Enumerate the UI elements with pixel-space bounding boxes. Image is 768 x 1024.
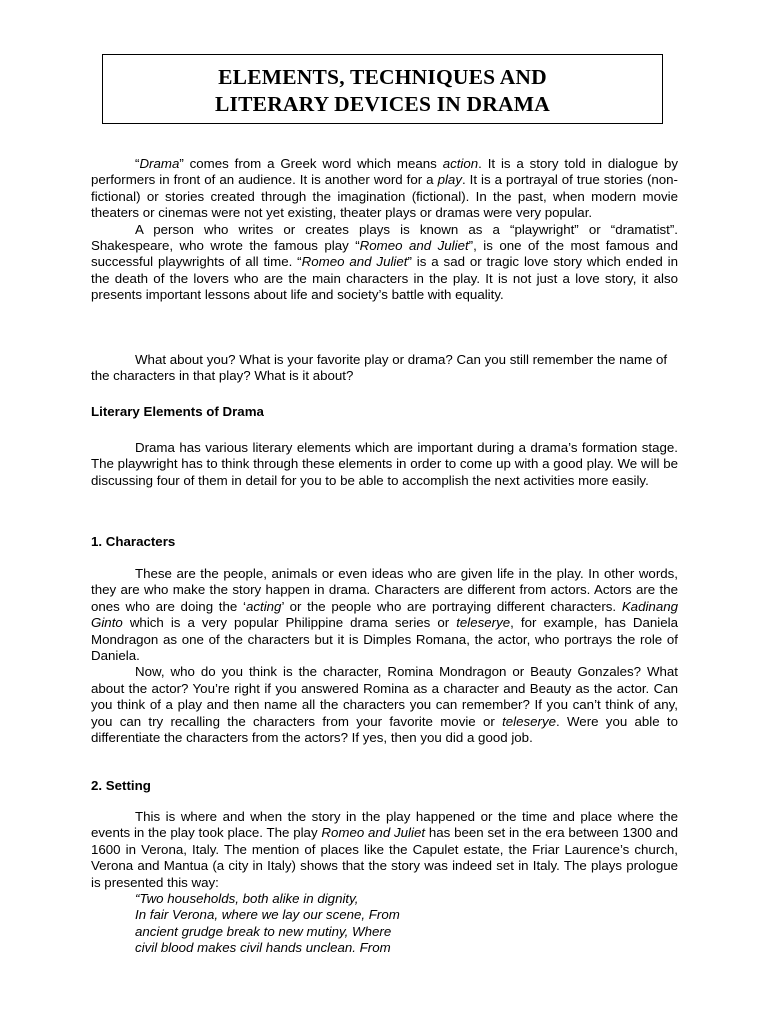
poem-line: In fair Verona, where we lay our scene, From xyxy=(135,907,400,923)
text-run: ” is a sad or tragic love story which ended in the death of the lovers who are the main characters in the play. It is not just a love story, it also presents important lessons about life and society’s battle with equality. xyxy=(91,254,678,303)
text-run: acting xyxy=(245,598,282,614)
text-run: play xyxy=(437,172,462,188)
section-heading-literary: Literary Elements of Drama xyxy=(91,404,264,419)
text-run: Romeo and Juliet xyxy=(359,238,469,254)
section-heading-characters: 1. Characters xyxy=(91,534,176,549)
text-run: ” comes from a Greek word which means xyxy=(179,156,443,171)
text-run: . Were you able to differentiate the characters from the actors? If yes, then you did a good job. xyxy=(91,713,678,746)
intro-paragraph-3: What about you? What is your favorite play or drama? Can you still remember the name of the characters in that play? What is it about? xyxy=(91,352,668,384)
intro-paragraph-2 xyxy=(91,222,678,304)
intro-question-block xyxy=(91,352,678,385)
intro-section xyxy=(91,156,678,304)
text-run: Now, who do you think is the character, Romina Mondragon or Beauty Gonzales? What about the actor? You’re right if you answered Romina as a character and Beauty as the actor. Can you think of a play and then name all the characters you can remember? If you can’t think of any, you can try recalling the characters from your favorite movie or xyxy=(91,664,678,729)
characters-section xyxy=(91,566,678,746)
literary-elements-body xyxy=(91,440,678,489)
literary-elements-section xyxy=(91,404,678,420)
title-line-1: ELEMENTS, TECHNIQUES AND xyxy=(218,65,547,89)
prologue-poem xyxy=(91,891,678,957)
text-run: Romeo and Juliet xyxy=(301,254,408,270)
setting-heading-block xyxy=(91,778,678,794)
text-run: Romeo and Juliet xyxy=(321,825,426,841)
page-title xyxy=(103,64,662,118)
characters-paragraph-1 xyxy=(91,566,678,664)
section-heading-setting: 2. Setting xyxy=(91,778,151,793)
characters-heading-block xyxy=(91,534,678,550)
text-run: This is where and when the story in the play happened or the time and place where the events in the play took place. The play xyxy=(91,809,678,841)
text-run: action xyxy=(442,156,479,171)
setting-section xyxy=(91,809,678,957)
text-run: which is a very popular Philippine drama series or xyxy=(122,615,457,631)
text-run: “ xyxy=(135,156,140,171)
characters-paragraph-2 xyxy=(91,664,678,746)
text-run: . It is a portrayal of true stories (non-fictional) or stories created through the imagination (fictional). In the past, when modern movie theaters or cinemas were not yet existing, theater plays or dramas were very popular. xyxy=(91,172,678,221)
text-run: ’ or the people who are portraying different characters. xyxy=(281,598,622,614)
title-line-2: LITERARY DEVICES IN DRAMA xyxy=(215,92,550,116)
text-run: , for example, has Daniela Mondragon as one of the characters but it is Dimples Romana, the actor, who portrays the role of Daniela. xyxy=(91,615,678,664)
text-run: has been set in the era between 1300 and 1600 in Verona, Italy. The mention of places like the Capulet estate, the Friar Laurence’s church, Verona and Mantua (a city in Italy) shows that the story was indeed set in Italy. The plays prologue is presented this way: xyxy=(91,825,678,890)
text-run: . It is a story told in dialogue by performers in front of an audience. It is another word for a xyxy=(91,156,678,188)
poem-line: “Two households, both alike in dignity, xyxy=(135,891,359,907)
title-box xyxy=(102,54,663,124)
setting-paragraph-1 xyxy=(91,809,678,891)
text-run: Drama xyxy=(139,156,180,171)
poem-line: ancient grudge break to new mutiny, Where xyxy=(135,923,392,939)
poem-line: civil blood makes civil hands unclean. From xyxy=(135,940,391,956)
text-run: A person who writes or creates plays is known as a “playwright” or “dramatist”. Shakespeare, who wrote the famous play “ xyxy=(91,221,678,254)
literary-paragraph-1: Drama has various literary elements which are important during a drama’s formation stage. The playwright has to think through these elements in order to come up with a good play. We will be discussing four of them in detail for you to be able to accomplish the next activities more easily. xyxy=(91,440,678,488)
text-run: These are the people, animals or even ideas who are given life in the play. In other words, they are who make the story happen in drama. Characters are different from actors. Actors are the ones who are doing the ‘ xyxy=(91,566,678,614)
text-run: Kadinang Ginto xyxy=(91,598,679,631)
intro-paragraph-1 xyxy=(91,156,678,222)
text-run: teleserye xyxy=(456,615,511,631)
text-run: teleserye xyxy=(502,713,557,729)
text-run: ”, is one of the most famous and successful playwrights of all time. “ xyxy=(91,238,678,270)
